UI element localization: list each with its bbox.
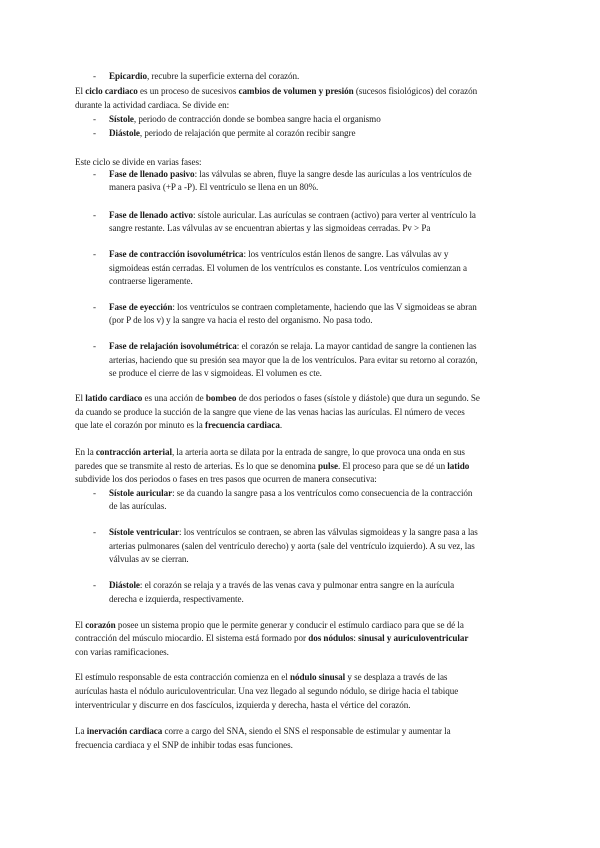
diastole-step-item: Diástole: el corazón se relaja y a través de las venas cava y pulmonar entra sangre en la aurícula <box>109 580 455 590</box>
text-line: arterias pulmonares (salen del ventrículo derecho) y aorta (sale del ventrículo izquierdo). A su vez, las <box>109 541 475 551</box>
fase-eyeccion: Fase de eyección: los ventrículos se contraen completamente, haciendo que las V sigmoideas se abran <box>109 302 477 312</box>
bullet-marker: - <box>93 114 96 124</box>
text-line: da cuando se produce la succión de la sangre que viene de las venas hacias las aurículas. El número de veces <box>75 407 465 417</box>
text-line: de las aurículas. <box>109 501 167 511</box>
inervacion-paragraph: La inervación cardiaca corre a cargo del SNA, siendo el SNS el responsable de estimular y aumentar la <box>75 726 451 736</box>
text-line: manera pasiva (+P a -P). El ventrículo se llena en un 80%. <box>109 182 319 192</box>
bullet-marker: - <box>93 580 96 590</box>
fase-relajacion-isovolumetrica: Fase de relajación isovolumétrica: el corazón se relaja. La mayor cantidad de sangre la contienen las <box>109 341 477 351</box>
text-line: arterias, haciendo que su presión sea mayor que la de los ventrículos. Para evitar su retorno al corazón, <box>109 355 478 365</box>
text-line: contraerse ligeramente. <box>109 276 193 286</box>
fase-llenado-pasivo: Fase de llenado pasivo: las válvulas se abren, fluye la sangre desde las aurículas a los ventrículos de <box>109 169 472 179</box>
text-line: derecha e izquierda, respectivamente. <box>109 594 244 604</box>
text-line: interventricular y discurre en dos fascículos, izquierda y derecha, hasta el vértice del corazón. <box>75 700 411 710</box>
text-line: que late el corazón por minuto es la frecuencia cardiaca. <box>75 420 283 430</box>
bullet-marker: - <box>93 341 96 351</box>
bullet-marker: - <box>93 302 96 312</box>
bullet-marker: - <box>93 249 96 259</box>
sistole-ventricular-item: Sístole ventricular: los ventrículos se contraen, se abren las válvulas sigmoideas y la sangre pasa a las <box>109 527 478 537</box>
contraccion-arterial-paragraph: En la contracción arterial, la arteria aorta se dilata por la entrada de sangre, lo que provoca una onda en sus <box>75 447 465 457</box>
fase-contraccion-isovolumetrica: Fase de contracción isovolumétrica: los ventrículos están llenos de sangre. Las válvulas av y <box>109 249 449 259</box>
bullet-marker: - <box>93 128 96 138</box>
bullet-marker: - <box>93 210 96 220</box>
diastole-item: Diástole, periodo de relajación que permite al corazón recibir sangre <box>109 128 356 138</box>
latido-cardiaco-paragraph: El latido cardiaco es una acción de bombeo de dos periodos o fases (sístole y diástole) que dura un segundo. Se <box>75 393 480 403</box>
sistole-auricular-item: Sístole auricular: se da cuando la sangre pasa a los ventrículos como consecuencia de la contracción <box>109 488 473 498</box>
corazon-paragraph: El corazón posee un sistema propio que le permite generar y conducir el estímulo cardiaco para que se dé la <box>75 620 464 630</box>
text-line: frecuencia cardiaca y el SNP de inhibir todas esas funciones. <box>75 740 293 750</box>
text-line: sangre restante. Las válvulas av se encuentran abiertas y las sigmoideas cerradas. Pv > Pa <box>109 223 431 233</box>
text-line: válvulas av se cierran. <box>109 554 189 564</box>
bullet-marker: - <box>93 488 96 498</box>
text-line: subdivide los dos periodos o fases en tres pasos que ocurren de manera consecutiva: <box>75 474 377 484</box>
text-line: se produce el cierre de las v sigmoideas. El volumen es cte. <box>109 368 322 378</box>
phases-intro: Este ciclo se divide en varias fases: <box>75 157 202 167</box>
bullet-marker: - <box>93 71 96 81</box>
text-line: sigmoideas están cerradas. El volumen de los ventrículos es constante. Los ventrículos comienzan a <box>109 263 467 273</box>
bullet-marker: - <box>93 169 96 179</box>
bullet-marker: - <box>93 527 96 537</box>
text-line: con varias ramificaciones. <box>75 647 169 657</box>
text-line: durante la actividad cardiaca. Se divide en: <box>75 100 230 110</box>
estimulo-paragraph: El estímulo responsable de esta contracción comienza en el nódulo sinusal y se desplaza a través de las <box>75 672 448 682</box>
epicardio-line: Epicardio, recubre la superficie externa del corazón. <box>109 71 300 81</box>
text-line: contracción del músculo miocardio. El sistema está formado por dos nódulos: sinusal y auriculoventricular <box>75 633 469 643</box>
ciclo-cardiaco-intro: El ciclo cardiaco es un proceso de sucesivos cambios de volumen y presión (sucesos fisiológicos) del corazón <box>75 86 478 96</box>
text-line: (por P de los v) y la sangre va hacia el resto del organismo. No pasa todo. <box>109 315 373 325</box>
fase-llenado-activo: Fase de llenado activo: sístole auricular. Las aurículas se contraen (activo) para verter al ventrículo la <box>109 210 476 220</box>
text-line: paredes que se transmite al resto de arterias. Es lo que se denomina pulse. El proceso para que se dé un latido <box>75 461 470 471</box>
sistole-item: Sístole, periodo de contracción donde se bombea sangre hacia el organismo <box>109 114 381 124</box>
text-line: aurículas hasta el nódulo auriculoventricular. Una vez llegado al segundo nódulo, se dirige hacia el tabique <box>75 686 459 696</box>
